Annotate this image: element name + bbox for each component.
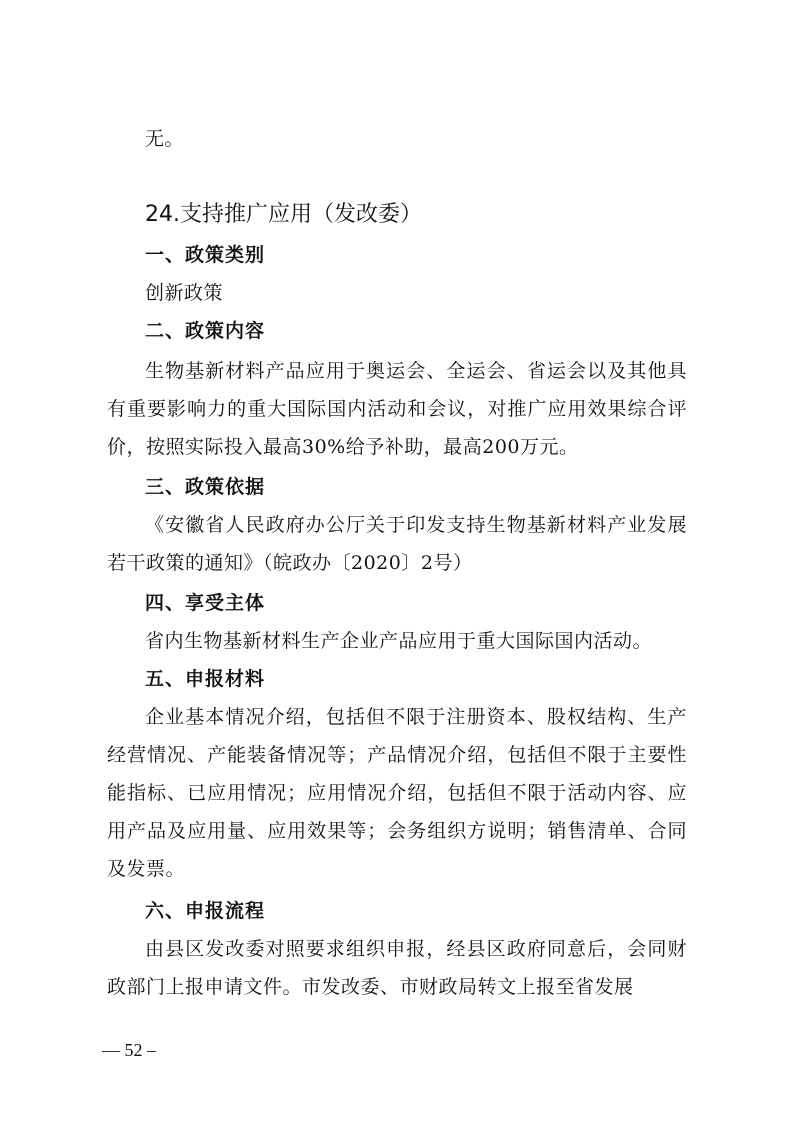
section-heading-2: 二、政策内容 [145,320,266,342]
section-heading-6: 六、申报流程 [145,900,266,922]
section-heading-4: 四、享受主体 [145,592,266,614]
policy-title: 24.支持推广应用（发改委） [145,202,422,227]
section-heading-3: 三、政策依据 [145,476,266,498]
section-body-5: 企业基本情况介绍，包括但不限于注册资本、股权结构、生产经营情况、产能装备情况等；产品情况介绍，包括但不限于主要性能指标、已应用情况；应用情况介绍，包括但不限于活动内容、应用产品及应用量、应用效果等；会务组织方说明；销售清单、合同及发票。 [107,706,687,880]
page-number: — 52 – [102,1040,156,1060]
section-heading-1: 一、政策类别 [145,244,266,266]
top-text: 无。 [145,128,185,150]
section-body-1: 创新政策 [145,282,224,304]
section-body-4: 省内生物基新材料生产企业产品应用于重大国际国内活动。 [145,630,653,652]
section-heading-5: 五、申报材料 [145,668,266,690]
section-body-6: 由县区发改委对照要求组织申报，经县区政府同意后，会同财政部门上报申请文件。市发改委、市财政局转文上报至省发展 [107,938,687,998]
section-body-2: 生物基新材料产品应用于奥运会、全运会、省运会以及其他具有重要影响力的重大国际国内活动和会议，对推广应用效果综合评价，按照实际投入最高30%给予补助，最高200万元。 [107,360,687,458]
section-body-3: 《安徽省人民政府办公厅关于印发支持生物基新材料产业发展若干政策的通知》（皖政办〔2020〕2号） [107,514,687,574]
